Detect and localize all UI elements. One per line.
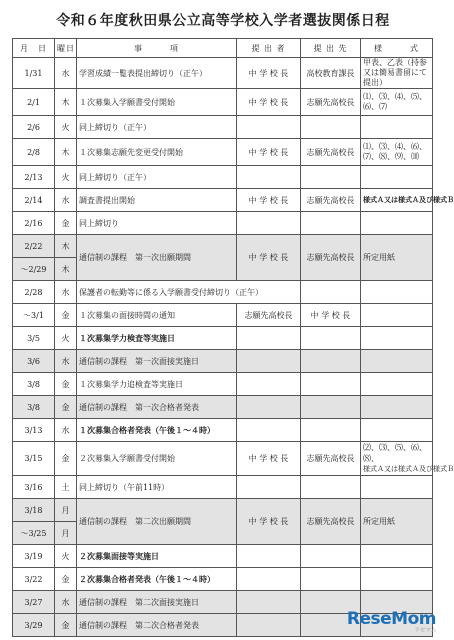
header-submitter: 提 出 者 bbox=[237, 39, 301, 58]
cell-submitter: 中 学 校 長 bbox=[237, 189, 301, 212]
header-form: 様 式 bbox=[361, 39, 433, 58]
cell-item: １次募集学力検査等実施日 bbox=[77, 327, 237, 350]
logo-text: ReseMom bbox=[346, 609, 436, 629]
cell-weekday: 木 bbox=[55, 258, 77, 281]
cell-date: 3/18 bbox=[13, 499, 55, 522]
cell-weekday: 月 bbox=[55, 522, 77, 545]
cell-destination bbox=[301, 396, 361, 419]
cell-destination: 志願先高校長 bbox=[301, 235, 361, 281]
cell-date: 3/27 bbox=[13, 591, 55, 614]
cell-submitter bbox=[237, 591, 301, 614]
cell-item: 保護者の転勤等に係る入学願書受付締切り（正午） bbox=[77, 281, 301, 304]
cell-weekday: 火 bbox=[55, 116, 77, 139]
cell-form bbox=[361, 396, 433, 419]
resemom-logo bbox=[347, 609, 436, 634]
cell-item: 同上締切り（正午） bbox=[77, 166, 237, 189]
cell-date: 3/19 bbox=[13, 545, 55, 568]
cell-form bbox=[361, 568, 433, 591]
form-line-1: ⑵、⑶、⑸、⑹、⑻、 bbox=[363, 443, 427, 463]
cell-weekday: 水 bbox=[55, 189, 77, 212]
cell-item: 調査書提出開始 bbox=[77, 189, 237, 212]
cell-item: ２次募集面接等実施日 bbox=[77, 545, 237, 568]
cell-form: ⑴、⑶、⑷、⑸、⑹、⑺ bbox=[361, 89, 433, 116]
cell-form bbox=[361, 419, 433, 442]
cell-destination bbox=[301, 327, 361, 350]
cell-destination bbox=[301, 476, 361, 499]
cell-form bbox=[361, 373, 433, 396]
cell-submitter bbox=[237, 476, 301, 499]
cell-weekday: 火 bbox=[55, 166, 77, 189]
cell-form bbox=[361, 116, 433, 139]
cell-submitter bbox=[237, 166, 301, 189]
cell-destination bbox=[301, 545, 361, 568]
cell-form: 甲表、乙表（持参又は簡易書留にて提出） bbox=[361, 58, 433, 89]
schedule-table bbox=[12, 38, 454, 637]
table-row bbox=[13, 350, 433, 373]
cell-date: 2/8 bbox=[13, 139, 55, 166]
cell-weekday: 木 bbox=[55, 139, 77, 166]
cell-destination bbox=[301, 281, 361, 304]
cell-weekday: 金 bbox=[55, 442, 77, 476]
cell-form bbox=[361, 212, 433, 235]
cell-weekday: 木 bbox=[55, 235, 77, 258]
cell-destination bbox=[301, 373, 361, 396]
table-row bbox=[13, 166, 433, 189]
cell-destination bbox=[301, 166, 361, 189]
cell-submitter bbox=[237, 373, 301, 396]
cell-date: 3/6 bbox=[13, 350, 55, 373]
cell-item: １次募集合格者発表（午後１～４時） bbox=[77, 419, 237, 442]
table-row bbox=[13, 442, 433, 476]
cell-weekday: 水 bbox=[55, 350, 77, 373]
cell-submitter: 中 学 校 長 bbox=[237, 442, 301, 476]
cell-weekday: 月 bbox=[55, 499, 77, 522]
cell-submitter bbox=[237, 116, 301, 139]
cell-destination: 中 学 校 長 bbox=[301, 304, 361, 327]
cell-date: 2/14 bbox=[13, 189, 55, 212]
header-destination: 提 出 先 bbox=[301, 39, 361, 58]
cell-date: 2/6 bbox=[13, 116, 55, 139]
cell-date: 3/8 bbox=[13, 373, 55, 396]
cell-date: 3/29 bbox=[13, 614, 55, 637]
cell-item: 通信制の課程 第一次合格者発表 bbox=[77, 396, 237, 419]
logo-subtext: リセマム bbox=[414, 627, 436, 634]
cell-submitter bbox=[237, 396, 301, 419]
cell-date: 3/5 bbox=[13, 327, 55, 350]
cell-submitter bbox=[237, 419, 301, 442]
cell-date: 3/13 bbox=[13, 419, 55, 442]
cell-item: １次募集志願先変更受付開始 bbox=[77, 139, 237, 166]
table-row bbox=[13, 116, 433, 139]
cell-submitter: 中 学 校 長 bbox=[237, 235, 301, 281]
cell-weekday: 土 bbox=[55, 476, 77, 499]
cell-weekday: 金 bbox=[55, 396, 77, 419]
cell-submitter: 志願先高校長 bbox=[237, 304, 301, 327]
page-title: 令和６年度秋田県公立高等学校入学者選抜関係日程 bbox=[56, 13, 390, 29]
cell-date: 3/16 bbox=[13, 476, 55, 499]
cell-weekday: 金 bbox=[55, 614, 77, 637]
cell-submitter: 中 学 校 長 bbox=[237, 89, 301, 116]
cell-weekday: 金 bbox=[55, 304, 77, 327]
table-header-row bbox=[13, 39, 433, 58]
cell-destination bbox=[301, 212, 361, 235]
cell-form bbox=[361, 545, 433, 568]
table-row bbox=[13, 373, 433, 396]
cell-date: 2/16 bbox=[13, 212, 55, 235]
cell-submitter: 中 学 校 長 bbox=[237, 139, 301, 166]
cell-destination bbox=[301, 350, 361, 373]
cell-weekday: 水 bbox=[55, 591, 77, 614]
cell-destination: 志願先高校長 bbox=[301, 189, 361, 212]
cell-weekday: 金 bbox=[55, 568, 77, 591]
table-row bbox=[13, 304, 433, 327]
cell-date: ～3/1 bbox=[13, 304, 55, 327]
cell-destination: 志願先高校長 bbox=[301, 442, 361, 476]
table-row bbox=[13, 281, 433, 304]
cell-submitter: 中 学 校 長 bbox=[237, 58, 301, 89]
cell-item: 学習成績一覧表提出締切り（正午） bbox=[77, 58, 237, 89]
table-row bbox=[13, 189, 433, 212]
table-row bbox=[13, 568, 433, 591]
cell-submitter bbox=[237, 327, 301, 350]
cell-submitter bbox=[237, 614, 301, 637]
table-row bbox=[13, 89, 433, 116]
header-item: 事 項 bbox=[77, 39, 237, 58]
cell-weekday: 火 bbox=[55, 545, 77, 568]
cell-item: １次募集の面接時間の通知 bbox=[77, 304, 237, 327]
cell-form bbox=[361, 281, 433, 304]
cell-form: 様式Ａ又は様式Ａ及び様式Ｂ bbox=[361, 189, 433, 212]
cell-weekday: 火 bbox=[55, 327, 77, 350]
cell-submitter bbox=[237, 568, 301, 591]
cell-date: 1/31 bbox=[13, 58, 55, 89]
table-row bbox=[13, 139, 433, 166]
table-row bbox=[13, 476, 433, 499]
table-row bbox=[13, 58, 433, 89]
cell-item: 通信制の課程 第二次面接実施日 bbox=[77, 591, 237, 614]
table-row bbox=[13, 212, 433, 235]
cell-destination bbox=[301, 568, 361, 591]
cell-date: 2/28 bbox=[13, 281, 55, 304]
cell-form: 所定用紙 bbox=[361, 499, 433, 545]
header-weekday: 曜日 bbox=[55, 39, 77, 58]
cell-weekday: 水 bbox=[55, 419, 77, 442]
cell-destination bbox=[301, 419, 361, 442]
cell-destination: 志願先高校長 bbox=[301, 139, 361, 166]
cell-form bbox=[361, 304, 433, 327]
cell-form bbox=[361, 442, 454, 476]
cell-destination bbox=[301, 116, 361, 139]
table-row bbox=[13, 235, 433, 258]
cell-weekday: 木 bbox=[55, 89, 77, 116]
cell-item: 同上締切り（正午） bbox=[77, 116, 237, 139]
cell-item: 通信制の課程 第二次合格者発表 bbox=[77, 614, 237, 637]
cell-submitter bbox=[237, 350, 301, 373]
cell-destination: 志願先高校長 bbox=[301, 499, 361, 545]
cell-item: 同上締切り bbox=[77, 212, 237, 235]
cell-weekday: 金 bbox=[55, 373, 77, 396]
cell-weekday: 水 bbox=[55, 281, 77, 304]
cell-submitter bbox=[237, 212, 301, 235]
table-row bbox=[13, 545, 433, 568]
cell-date: ～3/25 bbox=[13, 522, 55, 545]
cell-date: ～2/29 bbox=[13, 258, 55, 281]
cell-form bbox=[361, 166, 433, 189]
cell-form bbox=[361, 476, 433, 499]
cell-item: 通信制の課程 第一次面接実施日 bbox=[77, 350, 237, 373]
table-row bbox=[13, 419, 433, 442]
cell-item: １次募集入学願書受付開始 bbox=[77, 89, 237, 116]
header-date: 月 日 bbox=[13, 39, 55, 58]
cell-weekday: 水 bbox=[55, 58, 77, 89]
cell-date: 2/1 bbox=[13, 89, 55, 116]
cell-date: 2/22 bbox=[13, 235, 55, 258]
cell-form bbox=[361, 350, 433, 373]
cell-submitter bbox=[237, 545, 301, 568]
form-line-2: 様式Ａ又は様式Ａ及び様式Ｂ bbox=[363, 465, 454, 473]
cell-form: ⑴、⑶、⑷、⑹、⑺、⑻、⑼、⑽ bbox=[361, 139, 433, 166]
cell-item: 通信制の課程 第一次出願期間 bbox=[77, 235, 237, 281]
cell-destination: 高校教育課長 bbox=[301, 58, 361, 89]
cell-form: 所定用紙 bbox=[361, 235, 433, 281]
cell-item: ２次募集入学願書受付開始 bbox=[77, 442, 237, 476]
cell-date: 3/15 bbox=[13, 442, 55, 476]
table-row bbox=[13, 499, 433, 522]
cell-item: ２次募集合格者発表（午後１～４時） bbox=[77, 568, 237, 591]
cell-date: 3/8 bbox=[13, 396, 55, 419]
cell-item: 通信制の課程 第二次出願期間 bbox=[77, 499, 237, 545]
cell-form bbox=[361, 327, 433, 350]
cell-submitter: 中 学 校 長 bbox=[237, 499, 301, 545]
cell-item: １次募集学力追検査等実施日 bbox=[77, 373, 237, 396]
cell-date: 2/13 bbox=[13, 166, 55, 189]
cell-weekday: 金 bbox=[55, 212, 77, 235]
table-row bbox=[13, 327, 433, 350]
cell-date: 3/22 bbox=[13, 568, 55, 591]
table-row bbox=[13, 396, 433, 419]
cell-item: 同上締切り（午前11時） bbox=[77, 476, 237, 499]
cell-destination: 志願先高校長 bbox=[301, 89, 361, 116]
